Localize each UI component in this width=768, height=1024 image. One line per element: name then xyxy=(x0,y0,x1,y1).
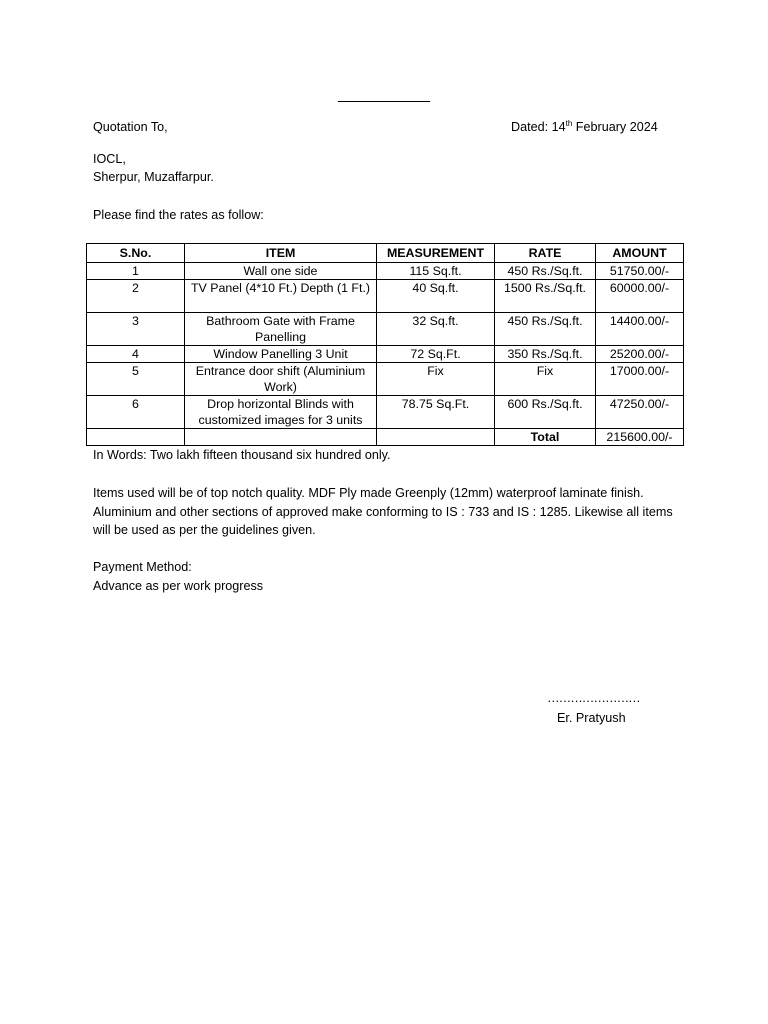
quotation-to: Quotation To, xyxy=(93,120,168,134)
cell-item: Bathroom Gate with Frame Panelling xyxy=(185,313,377,346)
total-label: Total xyxy=(495,429,596,446)
cell-item: Window Panelling 3 Unit xyxy=(185,346,377,363)
intro-text: Please find the rates as follow: xyxy=(93,208,264,222)
header-rule xyxy=(338,101,430,102)
payment-label: Payment Method: xyxy=(93,560,192,574)
cell-amount: 60000.00/- xyxy=(596,280,684,313)
cell-measurement: 115 Sq.ft. xyxy=(377,263,495,280)
cell-rate: 450 Rs./Sq.ft. xyxy=(495,263,596,280)
cell-rate: 350 Rs./Sq.ft. xyxy=(495,346,596,363)
table-row xyxy=(87,280,684,313)
cell-measurement: 78.75 Sq.Ft. xyxy=(377,396,495,429)
cell-item: TV Panel (4*10 Ft.) Depth (1 Ft.) xyxy=(185,280,377,313)
table-header-row xyxy=(87,244,684,263)
cell-rate: 450 Rs./Sq.ft. xyxy=(495,313,596,346)
col-header-sno: S.No. xyxy=(87,244,185,263)
cell-item: Entrance door shift (Aluminium Work) xyxy=(185,363,377,396)
cell-sno: 1 xyxy=(87,263,185,280)
cell-sno: 4 xyxy=(87,346,185,363)
cell-rate: 600 Rs./Sq.ft. xyxy=(495,396,596,429)
amount-in-words: In Words: Two lakh fifteen thousand six hundred only. xyxy=(93,448,391,462)
cell-amount: 47250.00/- xyxy=(596,396,684,429)
cell-measurement: 32 Sq.ft. xyxy=(377,313,495,346)
table-row xyxy=(87,263,684,280)
table-row xyxy=(87,396,684,429)
cell-amount: 25200.00/- xyxy=(596,346,684,363)
cell-amount: 17000.00/- xyxy=(596,363,684,396)
date-rest: February 2024 xyxy=(572,120,658,134)
recipient-address: Sherpur, Muzaffarpur. xyxy=(93,170,214,184)
cell-item: Wall one side xyxy=(185,263,377,280)
cell-empty xyxy=(377,429,495,446)
cell-sno: 6 xyxy=(87,396,185,429)
table-row xyxy=(87,313,684,346)
cell-measurement: 40 Sq.ft. xyxy=(377,280,495,313)
cell-rate: 1500 Rs./Sq.ft. xyxy=(495,280,596,313)
table-row xyxy=(87,363,684,396)
rates-table xyxy=(86,243,684,446)
cell-rate: Fix xyxy=(495,363,596,396)
cell-amount: 14400.00/- xyxy=(596,313,684,346)
cell-empty xyxy=(185,429,377,446)
date-suffix: th xyxy=(565,118,573,128)
cell-sno: 3 xyxy=(87,313,185,346)
payment-value: Advance as per work progress xyxy=(93,579,264,593)
date-line xyxy=(511,119,658,135)
signatory-name: Er. Pratyush xyxy=(557,711,626,725)
cell-measurement: Fix xyxy=(377,363,495,396)
col-header-amount: AMOUNT xyxy=(596,244,684,263)
cell-sno: 2 xyxy=(87,280,185,313)
cell-amount: 51750.00/- xyxy=(596,263,684,280)
recipient-name: IOCL, xyxy=(93,152,126,166)
date-label: Dated: 14 xyxy=(511,120,566,134)
terms-paragraph: Items used will be of top notch quality. MDF Ply made Greenply (12mm) waterproof laminate finish. Aluminium and other sections of approved make conforming to IS : 733 and IS : 1285. Likewise all items will be used as per the guidelines given. xyxy=(93,486,673,537)
cell-item: Drop horizontal Blinds with customized images for 3 units xyxy=(185,396,377,429)
cell-measurement: 72 Sq.Ft. xyxy=(377,346,495,363)
cell-sno: 5 xyxy=(87,363,185,396)
col-header-item: ITEM xyxy=(185,244,377,263)
col-header-measurement: MEASUREMENT xyxy=(377,244,495,263)
total-amount: 215600.00/- xyxy=(596,429,684,446)
col-header-rate: RATE xyxy=(495,244,596,263)
cell-empty xyxy=(87,429,185,446)
signature-dots: …………………… xyxy=(547,691,640,705)
total-row xyxy=(87,429,684,446)
table-row xyxy=(87,346,684,363)
